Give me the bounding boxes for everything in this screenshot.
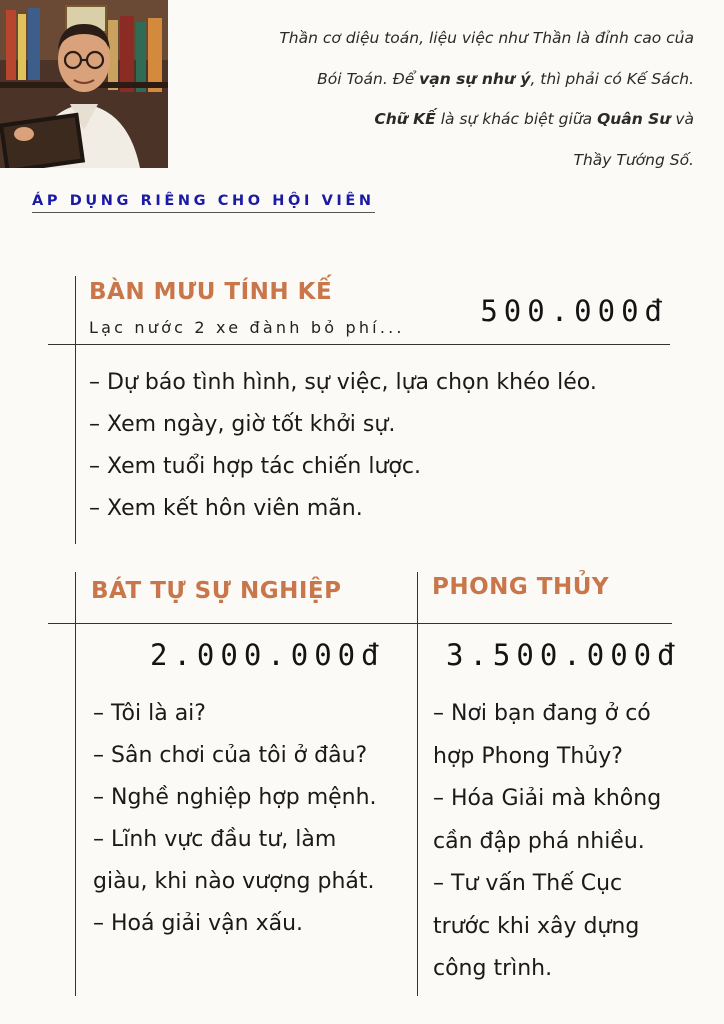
intro-quote	[174, 18, 694, 180]
list-item: – Xem tuổi hợp tác chiến lược.	[89, 454, 421, 479]
section3-divider-vertical	[417, 572, 418, 996]
section2-divider-vertical	[75, 572, 76, 996]
list-item: giàu, khi nào vượng phát.	[93, 869, 375, 894]
list-item: công trình.	[433, 956, 553, 981]
service1-list	[89, 362, 597, 530]
list-item: – Lĩnh vực đầu tư, làm	[93, 827, 337, 852]
list-item: – Tôi là ai?	[93, 701, 206, 726]
section1-divider-vertical	[75, 276, 76, 544]
list-item: – Dự báo tình hình, sự việc, lựa chọn khéo léo.	[89, 370, 597, 395]
list-item: – Xem kết hôn viên mãn.	[89, 496, 363, 521]
service3-price: 3.500.000đ	[446, 638, 681, 672]
quote-line-4: Thầy Tướng Số.	[573, 150, 694, 169]
quote-line-1: Thần cơ diệu toán, liệu việc như Thần là đỉnh cao của	[279, 29, 694, 47]
list-item: – Hoá giải vận xấu.	[93, 911, 304, 936]
list-item: – Xem ngày, giờ tốt khởi sự.	[89, 412, 396, 437]
list-item: – Nghề nghiệp hợp mệnh.	[93, 785, 377, 810]
service3-title: PHONG THỦY	[432, 574, 610, 600]
service2-price: 2.000.000đ	[150, 638, 385, 672]
service2-list	[93, 693, 377, 945]
list-item: – Sân chơi của tôi ở đâu?	[93, 743, 368, 768]
section1-divider-horizontal	[48, 344, 670, 345]
list-item: trước khi xây dựng	[433, 913, 640, 939]
members-only-heading: ÁP DỤNG RIÊNG CHO HỘI VIÊN	[32, 193, 375, 213]
quote-line-2: Bói Toán. Để vạn sự như ý, thì phải có Kế Sách.	[317, 69, 694, 88]
quote-line-3: Chữ KẾ là sự khác biệt giữa Quân Sư và	[374, 110, 694, 128]
list-item: – Nơi bạn đang ở có	[433, 701, 651, 726]
service1-title: BÀN MƯU TÍNH KẾ	[89, 279, 333, 305]
portrait-photo	[0, 0, 168, 168]
list-item: hợp Phong Thủy?	[433, 743, 623, 769]
section2-divider-horizontal	[48, 623, 672, 624]
service3-list	[433, 693, 661, 991]
service1-price: 500.000đ	[480, 294, 668, 328]
service2-title: BÁT TỰ SỰ NGHIỆP	[91, 578, 342, 604]
service1-subtitle: Lạc nước 2 xe đành bỏ phí...	[89, 318, 405, 337]
list-item: – Hóa Giải mà không	[433, 786, 662, 811]
list-item: – Tư vấn Thế Cục	[433, 871, 623, 896]
list-item: cần đập phá nhiều.	[433, 828, 645, 854]
